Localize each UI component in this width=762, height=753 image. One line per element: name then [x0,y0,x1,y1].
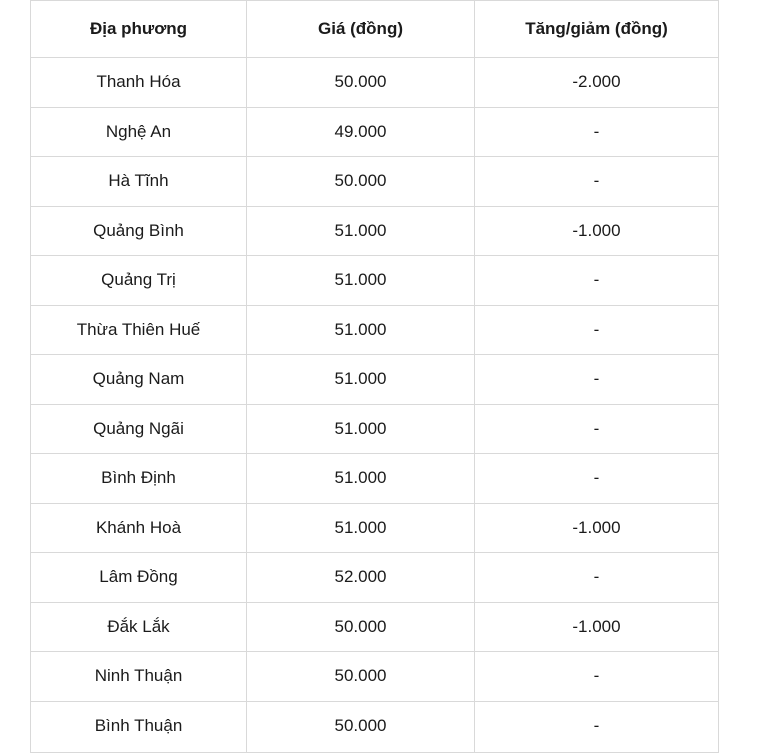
locality-value: Hà Tĩnh [108,171,169,191]
table-row [31,602,719,652]
price-value: 51.000 [334,319,387,339]
table-row [31,58,719,108]
price-value: 51.000 [334,468,387,488]
cell-locality [31,553,247,603]
change-value: -1.000 [572,616,621,636]
price-value: 51.000 [334,220,387,240]
price-value: 51.000 [334,418,387,438]
cell-locality [31,454,247,504]
cell-locality [31,652,247,702]
price-value: 49.000 [334,121,387,141]
table-row [31,701,719,752]
locality-value: Quảng Ngãi [93,418,184,438]
table-row [31,355,719,405]
change-value: - [593,369,600,389]
column-header-price [247,1,475,58]
locality-value: Thừa Thiên Huế [76,319,201,339]
cell-locality [31,503,247,553]
price-value: 51.000 [334,270,387,290]
locality-value: Quảng Nam [92,369,185,389]
cell-change [475,107,719,157]
table-header-row [31,1,719,58]
cell-price [247,305,475,355]
cell-change [475,206,719,256]
table-row [31,652,719,702]
price-value: 50.000 [334,666,387,686]
cell-price [247,503,475,553]
table-row [31,206,719,256]
cell-change [475,602,719,652]
table-row [31,157,719,207]
change-value: - [593,418,600,438]
cell-locality [31,305,247,355]
column-header-change [475,1,719,58]
cell-locality [31,355,247,405]
table-row [31,256,719,306]
cell-change [475,553,719,603]
cell-locality [31,157,247,207]
cell-price [247,652,475,702]
locality-value: Quảng Bình [93,220,184,240]
cell-price [247,404,475,454]
table-row [31,553,719,603]
change-value: - [593,567,600,587]
cell-price [247,256,475,306]
cell-change [475,355,719,405]
cell-locality [31,256,247,306]
cell-price [247,553,475,603]
cell-price [247,355,475,405]
cell-change [475,454,719,504]
locality-value: Đắk Lắk [107,616,170,636]
cell-price [247,454,475,504]
price-value: 50.000 [334,616,387,636]
column-header-change-label: Tăng/giảm (đồng) [525,18,668,38]
locality-value: Thanh Hóa [96,72,181,92]
change-value: - [593,171,600,191]
locality-value: Bình Thuận [94,716,183,736]
price-value: 50.000 [334,72,387,92]
change-value: - [593,319,600,339]
price-table [30,0,719,753]
change-value: -1.000 [572,220,621,240]
cell-locality [31,602,247,652]
cell-change [475,58,719,108]
column-header-locality [31,1,247,58]
cell-locality [31,206,247,256]
price-value: 50.000 [334,171,387,191]
cell-price [247,701,475,752]
table-row [31,107,719,157]
price-value: 51.000 [334,517,387,537]
change-value: - [593,716,600,736]
price-value: 52.000 [334,567,387,587]
price-value: 51.000 [334,369,387,389]
price-value: 50.000 [334,716,387,736]
column-header-locality-label: Địa phương [89,18,188,38]
cell-price [247,602,475,652]
cell-price [247,107,475,157]
locality-value: Ninh Thuận [94,666,183,686]
change-value: - [593,666,600,686]
table-row [31,404,719,454]
locality-value: Nghệ An [105,121,172,141]
change-value: -1.000 [572,517,621,537]
cell-change [475,157,719,207]
cell-locality [31,701,247,752]
cell-change [475,256,719,306]
locality-value: Bình Định [101,468,176,488]
table-row [31,454,719,504]
cell-price [247,157,475,207]
table-row [31,503,719,553]
locality-value: Lâm Đồng [99,567,178,587]
locality-value: Khánh Hoà [95,517,182,537]
change-value: - [593,270,600,290]
cell-change [475,652,719,702]
cell-locality [31,107,247,157]
cell-change [475,305,719,355]
cell-locality [31,404,247,454]
cell-price [247,58,475,108]
cell-change [475,404,719,454]
table-row [31,305,719,355]
change-value: - [593,121,600,141]
locality-value: Quảng Trị [101,270,176,290]
change-value: - [593,468,600,488]
table-header [31,1,719,58]
change-value: -2.000 [572,72,621,92]
cell-change [475,701,719,752]
cell-price [247,206,475,256]
cell-locality [31,58,247,108]
table-body [31,58,719,753]
cell-change [475,503,719,553]
column-header-price-label: Giá (đồng) [318,18,403,38]
